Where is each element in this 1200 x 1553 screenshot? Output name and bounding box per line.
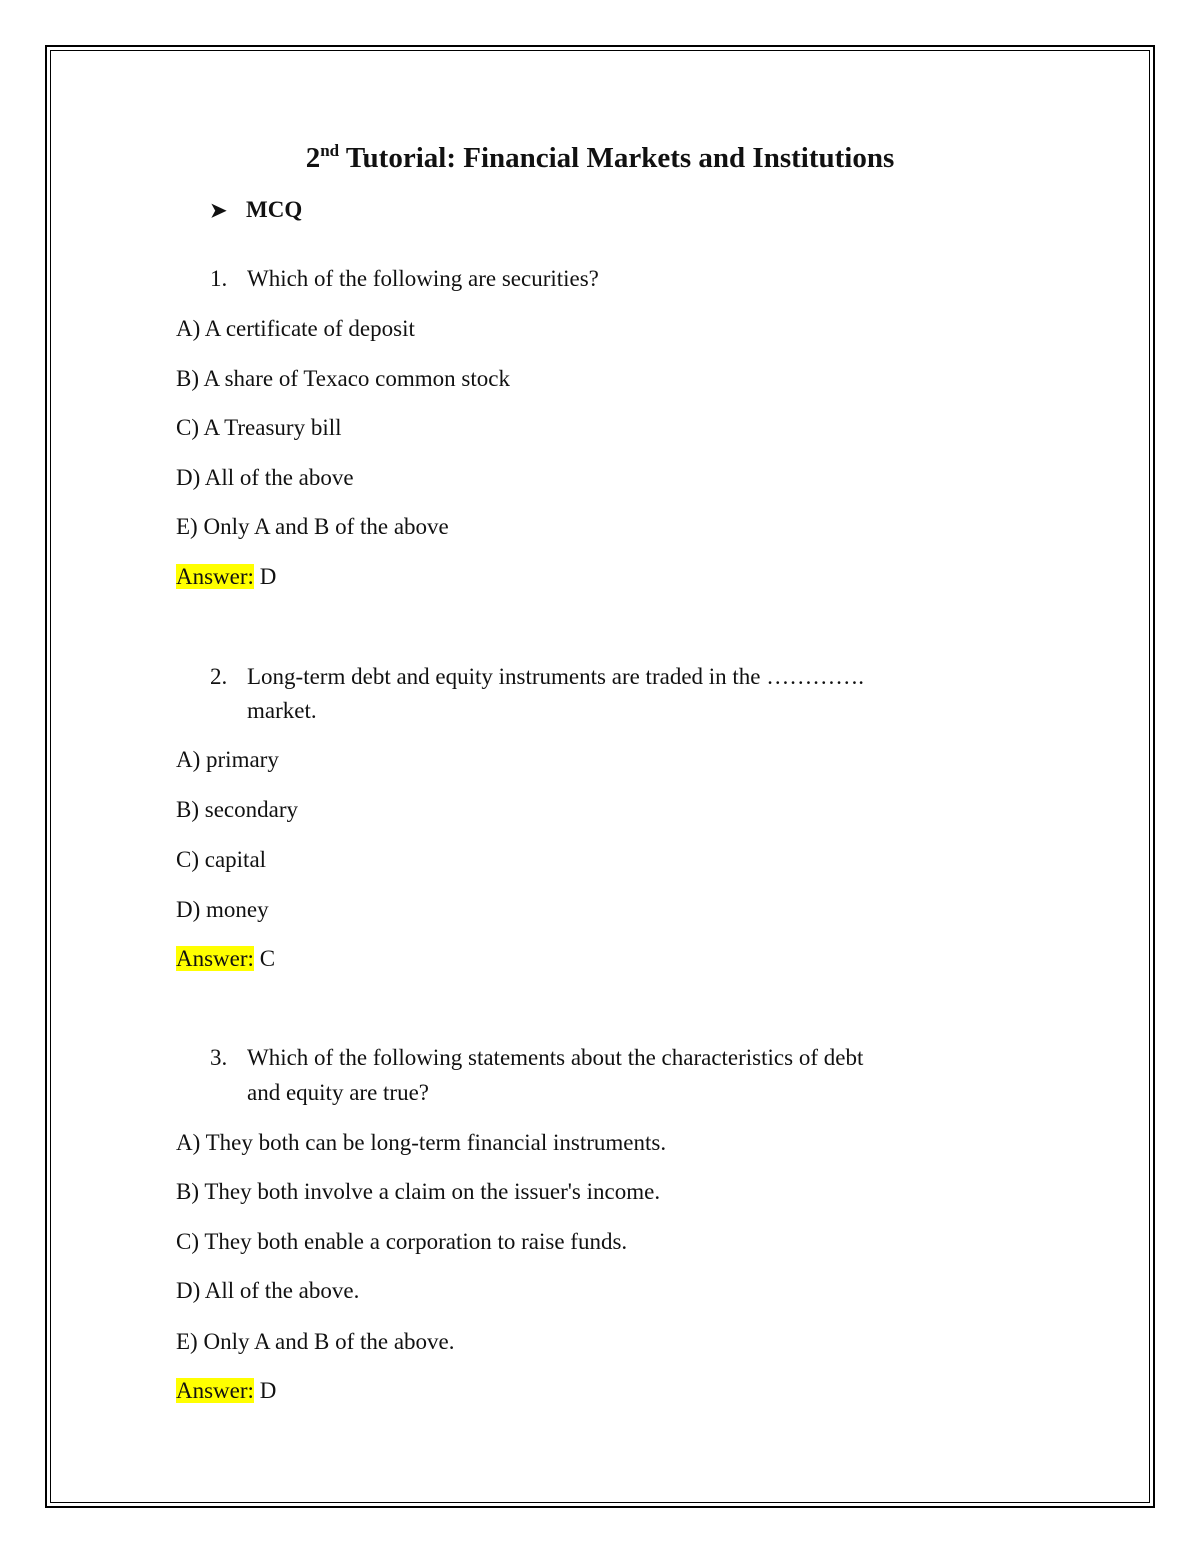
option: D) money — [176, 897, 269, 922]
question-number: 2. — [210, 664, 228, 689]
answer-label: Answer: — [176, 1378, 254, 1403]
option: A) They both can be long-term financial instruments. — [176, 1130, 667, 1155]
answer — [176, 1378, 276, 1404]
option: E) Only A and B of the above. — [176, 1329, 455, 1354]
arrow-bullet-icon: ➤ — [210, 200, 227, 222]
question-text-continued: market. — [247, 698, 317, 723]
option: C) They both enable a corporation to raise funds. — [176, 1229, 628, 1254]
question-2 — [210, 664, 864, 690]
section-heading — [210, 197, 302, 223]
answer — [176, 564, 276, 590]
question-number: 3. — [210, 1045, 228, 1070]
answer-label: Answer: — [176, 564, 254, 589]
section-label: MCQ — [246, 197, 303, 222]
question-text: Long-term debt and equity instruments are traded in the …………. — [247, 664, 865, 689]
option: C) A Treasury bill — [176, 415, 342, 440]
option: D) All of the above. — [176, 1278, 360, 1303]
option: E) Only A and B of the above — [176, 514, 449, 539]
question-text: Which of the following are securities? — [247, 266, 599, 291]
option: C) capital — [176, 847, 267, 872]
question-number: 1. — [210, 266, 228, 291]
question-text: Which of the following statements about the characteristics of debt — [247, 1045, 864, 1070]
option: A) A certificate of deposit — [176, 316, 415, 341]
answer-value: D — [253, 564, 277, 589]
option: D) All of the above — [176, 465, 354, 490]
answer-value: D — [253, 1378, 277, 1403]
option: B) A share of Texaco common stock — [176, 366, 510, 391]
answer — [176, 946, 275, 972]
option: A) primary — [176, 747, 279, 772]
answer-label: Answer: — [176, 946, 254, 971]
answer-value: C — [253, 946, 276, 971]
option: B) secondary — [176, 797, 298, 822]
page-title: 2nd Tutorial: Financial Markets and Institutions — [305, 141, 895, 174]
option: B) They both involve a claim on the issuer's income. — [176, 1179, 661, 1204]
question-3 — [210, 1045, 863, 1071]
question-1 — [210, 266, 599, 292]
question-text-continued: and equity are true? — [247, 1080, 429, 1105]
